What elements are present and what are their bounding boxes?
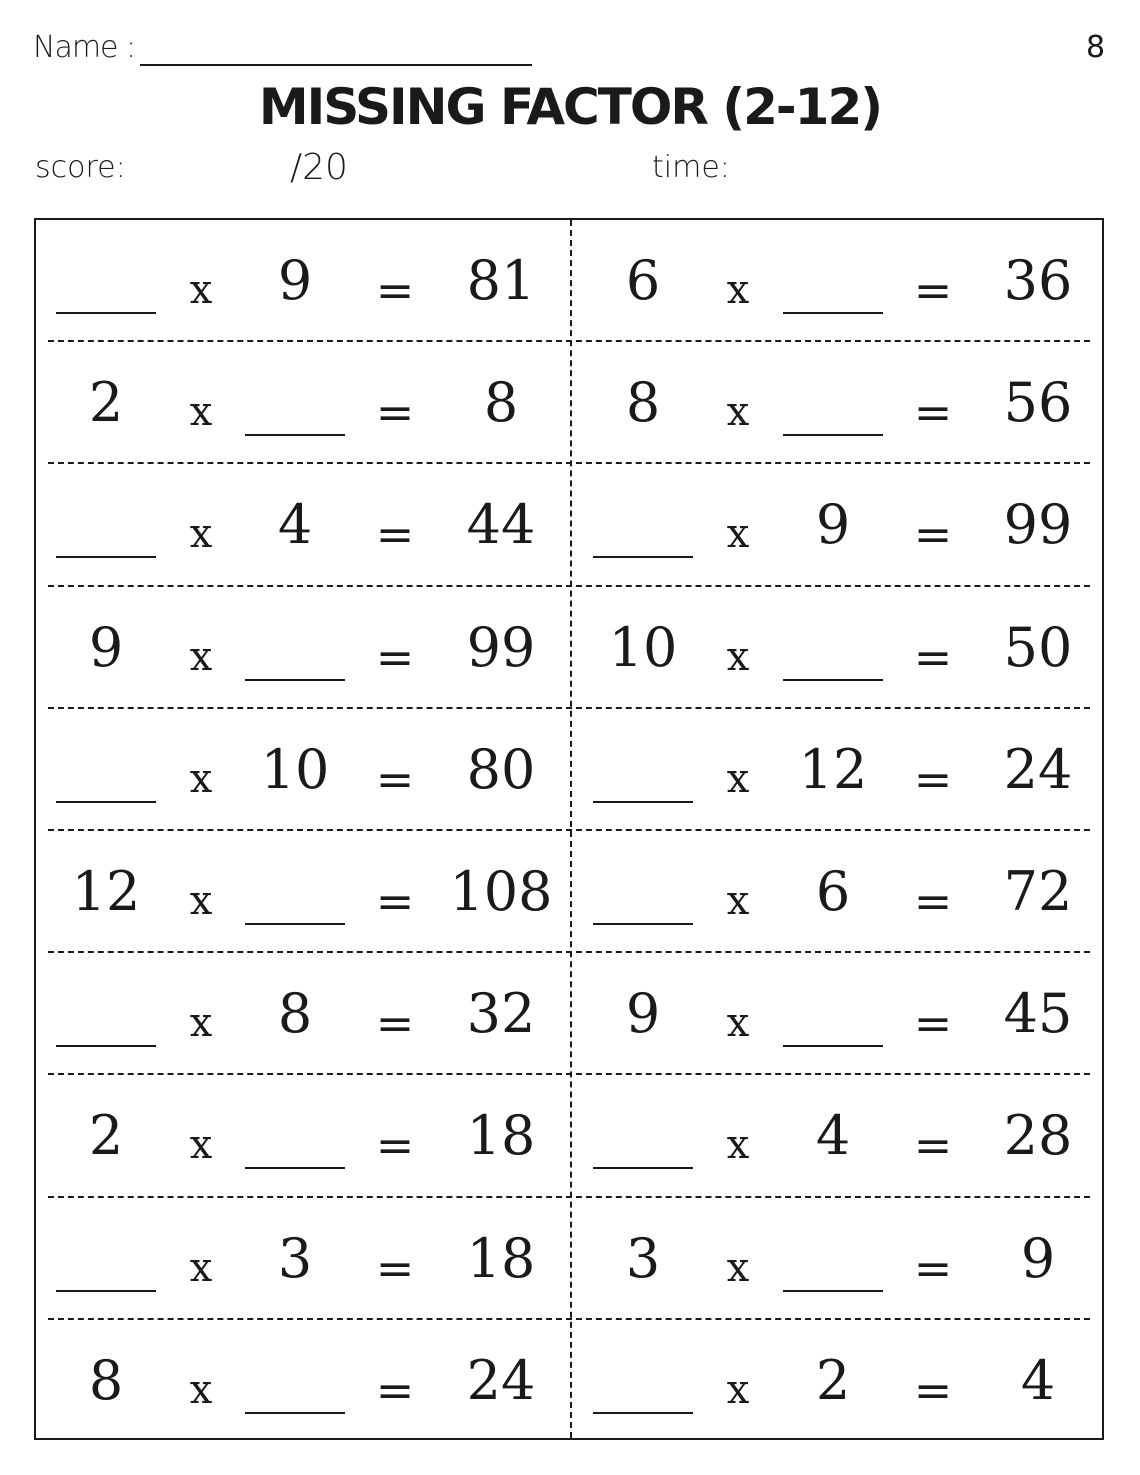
worksheet-title: MISSING FACTOR (2-12) bbox=[258, 78, 882, 136]
times-sign: x bbox=[726, 1122, 750, 1169]
equals-sign: = bbox=[375, 751, 415, 806]
product: 24 bbox=[1003, 737, 1073, 801]
times-sign: x bbox=[189, 878, 213, 924]
product: 36 bbox=[1003, 249, 1073, 312]
factor-a: 10 bbox=[608, 615, 678, 679]
equals-sign: = bbox=[375, 385, 415, 440]
factor-a: 8 bbox=[625, 371, 661, 435]
factor-b: 4 bbox=[815, 1104, 851, 1168]
factor-b-blank[interactable] bbox=[773, 587, 893, 709]
equals-sign: = bbox=[913, 1240, 953, 1295]
product: 18 bbox=[466, 1226, 536, 1290]
product: 9 bbox=[1020, 1226, 1056, 1290]
problem-4 bbox=[36, 342, 1102, 464]
factor-a: 8 bbox=[88, 1348, 124, 1412]
answer-line bbox=[783, 434, 883, 436]
problem-grid bbox=[34, 218, 1104, 1440]
product: 99 bbox=[1003, 493, 1073, 557]
factor-a-blank[interactable] bbox=[583, 464, 703, 586]
equals-sign: = bbox=[913, 629, 953, 684]
times-sign: x bbox=[189, 755, 213, 802]
product: 50 bbox=[1003, 615, 1073, 679]
equals-sign: = bbox=[913, 507, 953, 562]
factor-b-blank[interactable] bbox=[773, 342, 893, 464]
times-sign: x bbox=[726, 755, 750, 802]
product: 24 bbox=[466, 1348, 536, 1412]
page-number: 8 bbox=[1086, 30, 1106, 65]
factor-a-blank[interactable] bbox=[583, 709, 703, 831]
factor-b: 9 bbox=[815, 493, 851, 557]
equals-sign: = bbox=[913, 385, 953, 440]
equals-sign: = bbox=[913, 874, 953, 928]
product: 44 bbox=[466, 493, 536, 557]
factor-b: 6 bbox=[815, 860, 851, 923]
equals-sign: = bbox=[913, 1362, 953, 1417]
product: 81 bbox=[466, 249, 536, 312]
factor-b: 4 bbox=[277, 493, 313, 557]
problem-18 bbox=[36, 1198, 1102, 1320]
factor-a: 12 bbox=[71, 860, 141, 923]
times-sign: x bbox=[726, 1366, 750, 1413]
times-sign: x bbox=[726, 511, 750, 558]
product: 80 bbox=[466, 737, 536, 801]
times-sign: x bbox=[726, 1244, 750, 1291]
answer-line bbox=[593, 556, 693, 558]
times-sign: x bbox=[189, 1244, 213, 1291]
problem-6 bbox=[36, 464, 1102, 586]
factor-a: 2 bbox=[88, 371, 124, 435]
times-sign: x bbox=[189, 389, 213, 436]
times-sign: x bbox=[726, 389, 750, 436]
problem-20 bbox=[36, 1320, 1102, 1442]
factor-b: 9 bbox=[277, 249, 313, 312]
problem-14 bbox=[36, 953, 1102, 1075]
factor-b: 10 bbox=[260, 737, 330, 801]
answer-line bbox=[593, 1412, 693, 1414]
answer-line bbox=[593, 801, 693, 803]
times-sign: x bbox=[189, 1122, 213, 1169]
factor-b: 2 bbox=[815, 1348, 851, 1412]
equals-sign: = bbox=[913, 1118, 953, 1173]
name-label: Name : bbox=[33, 30, 136, 65]
times-sign: x bbox=[726, 267, 750, 313]
equals-sign: = bbox=[375, 1362, 415, 1417]
times-sign: x bbox=[189, 1000, 213, 1047]
factor-b: 3 bbox=[277, 1226, 313, 1290]
answer-line bbox=[783, 1290, 883, 1292]
factor-b-blank[interactable] bbox=[773, 220, 893, 342]
factor-a: 9 bbox=[625, 982, 661, 1046]
factor-a: 6 bbox=[625, 249, 661, 312]
times-sign: x bbox=[189, 511, 213, 558]
times-sign: x bbox=[726, 878, 750, 924]
problem-16 bbox=[36, 1075, 1102, 1197]
factor-a: 9 bbox=[88, 615, 124, 679]
product: 18 bbox=[466, 1104, 536, 1168]
times-sign: x bbox=[189, 267, 213, 313]
score-total: /20 bbox=[290, 147, 348, 188]
product: 56 bbox=[1003, 371, 1073, 435]
equals-sign: = bbox=[375, 629, 415, 684]
answer-line bbox=[783, 312, 883, 314]
answer-line bbox=[593, 923, 693, 925]
factor-b-blank[interactable] bbox=[773, 1198, 893, 1320]
equals-sign: = bbox=[375, 874, 415, 928]
product: 72 bbox=[1003, 860, 1073, 923]
product: 32 bbox=[466, 982, 536, 1046]
equals-sign: = bbox=[913, 751, 953, 806]
answer-line bbox=[783, 679, 883, 681]
problem-8 bbox=[36, 587, 1102, 709]
factor-b: 12 bbox=[798, 737, 868, 801]
score-label: score: bbox=[35, 150, 126, 185]
times-sign: x bbox=[726, 633, 750, 680]
times-sign: x bbox=[189, 1366, 213, 1413]
product: 99 bbox=[466, 615, 536, 679]
equals-sign: = bbox=[913, 263, 953, 317]
factor-b: 8 bbox=[277, 982, 313, 1046]
factor-a-blank[interactable] bbox=[583, 1320, 703, 1442]
factor-a-blank[interactable] bbox=[583, 831, 703, 953]
times-sign: x bbox=[726, 1000, 750, 1047]
equals-sign: = bbox=[375, 1240, 415, 1295]
product: 108 bbox=[449, 860, 553, 923]
product: 28 bbox=[1003, 1104, 1073, 1168]
equals-sign: = bbox=[375, 996, 415, 1051]
name-field-line[interactable] bbox=[140, 64, 532, 66]
problem-12 bbox=[36, 831, 1102, 953]
problem-2 bbox=[36, 220, 1102, 342]
factor-b-blank[interactable] bbox=[773, 953, 893, 1075]
answer-line bbox=[783, 1045, 883, 1047]
product: 4 bbox=[1020, 1348, 1056, 1412]
equals-sign: = bbox=[913, 996, 953, 1051]
time-label: time: bbox=[652, 150, 730, 185]
factor-a: 3 bbox=[625, 1226, 661, 1290]
equals-sign: = bbox=[375, 1118, 415, 1173]
factor-a: 2 bbox=[88, 1104, 124, 1168]
factor-a-blank[interactable] bbox=[583, 1075, 703, 1197]
problem-10 bbox=[36, 709, 1102, 831]
equals-sign: = bbox=[375, 507, 415, 562]
product: 8 bbox=[483, 371, 519, 435]
times-sign: x bbox=[189, 633, 213, 680]
answer-line bbox=[593, 1167, 693, 1169]
equals-sign: = bbox=[375, 263, 415, 317]
product: 45 bbox=[1003, 982, 1073, 1046]
